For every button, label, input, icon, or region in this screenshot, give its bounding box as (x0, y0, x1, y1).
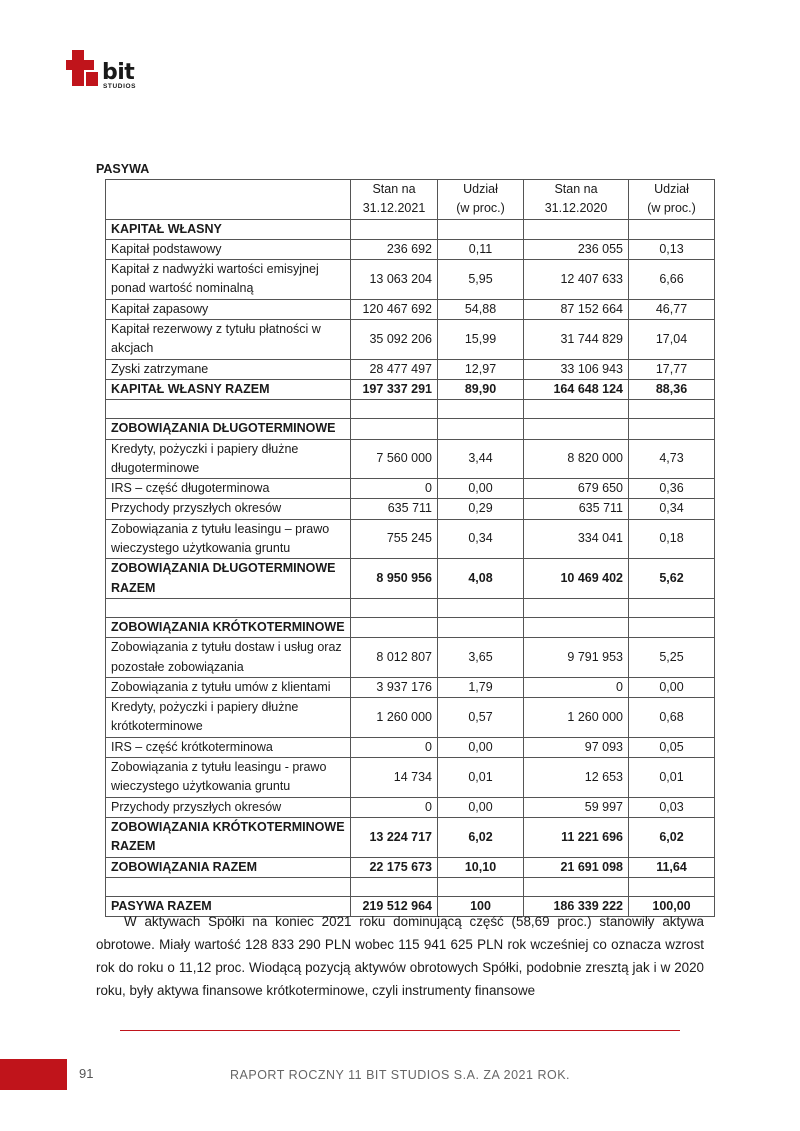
value-2021-cell: 197 337 291 (351, 379, 438, 399)
value-2020-cell: 97 093 (524, 737, 629, 757)
row-label: Kapitał z nadwyżki wartości emisyjnej ponad wartość nominalną (106, 260, 351, 300)
row-label: PASYWA RAZEM (106, 896, 351, 916)
share-2021-cell: 0,00 (438, 479, 524, 499)
share-2020-cell: 4,73 (629, 439, 715, 479)
share-2021-cell (438, 617, 524, 637)
empty-cell (524, 598, 629, 617)
row-label: Kredyty, pożyczki i papiery dłużne długoterminowe (106, 439, 351, 479)
empty-cell (106, 598, 351, 617)
value-2021-cell: 35 092 206 (351, 320, 438, 360)
row-label: Kapitał rezerwowy z tytułu płatności w akcjach (106, 320, 351, 360)
table-body (106, 219, 715, 917)
empty-cell (629, 400, 715, 419)
value-2020-cell: 8 820 000 (524, 439, 629, 479)
row-label: Przychody przyszłych okresów (106, 797, 351, 817)
value-2021-cell: 13 063 204 (351, 260, 438, 300)
column-header (524, 180, 629, 220)
value-2021-cell (351, 419, 438, 439)
value-2021-cell: 0 (351, 479, 438, 499)
share-2020-cell: 100,00 (629, 896, 715, 916)
column-header (351, 180, 438, 220)
value-2020-cell: 31 744 829 (524, 320, 629, 360)
value-2021-cell: 635 711 (351, 499, 438, 519)
share-2021-cell: 0,57 (438, 698, 524, 738)
empty-cell (351, 877, 438, 896)
row-label: ZOBOWIĄZANIA DŁUGOTERMINOWE RAZEM (106, 559, 351, 599)
share-2021-cell: 0,11 (438, 239, 524, 259)
value-2020-cell: 59 997 (524, 797, 629, 817)
share-2021-cell (438, 419, 524, 439)
logo-subtitle: STUDIOS (103, 83, 137, 90)
share-2021-cell: 100 (438, 896, 524, 916)
company-logo (66, 50, 150, 94)
row-label: Zobowiązania z tytułu leasingu - prawo wieczystego użytkowania gruntu (106, 758, 351, 798)
column-header-line1: Stan na (372, 182, 416, 196)
table-row (106, 758, 715, 798)
share-2020-cell (629, 419, 715, 439)
column-header-line1: Udział (463, 182, 498, 196)
footer-divider (120, 1030, 680, 1031)
table-row (106, 677, 715, 697)
value-2020-cell: 334 041 (524, 519, 629, 559)
empty-cell (438, 877, 524, 896)
table-row (106, 359, 715, 379)
empty-cell (629, 877, 715, 896)
value-2020-cell: 635 711 (524, 499, 629, 519)
empty-cell (438, 400, 524, 419)
logo-mark-icon (66, 50, 102, 86)
value-2021-cell (351, 617, 438, 637)
footer-accent-block (0, 1059, 67, 1090)
share-2021-cell: 12,97 (438, 359, 524, 379)
total-row (106, 559, 715, 599)
value-2021-cell: 755 245 (351, 519, 438, 559)
column-header-line2 (111, 199, 345, 218)
liabilities-table (105, 179, 715, 917)
value-2021-cell: 8 012 807 (351, 638, 438, 678)
value-2021-cell: 7 560 000 (351, 439, 438, 479)
value-2021-cell: 0 (351, 737, 438, 757)
table-row (106, 519, 715, 559)
value-2021-cell: 0 (351, 797, 438, 817)
row-label: Zobowiązania z tytułu dostaw i usług oraz pozostałe zobowiązania (106, 638, 351, 678)
section-header-row (106, 219, 715, 239)
value-2020-cell: 186 339 222 (524, 896, 629, 916)
share-2020-cell: 0,01 (629, 758, 715, 798)
share-2021-cell: 1,79 (438, 677, 524, 697)
table-header (106, 180, 715, 220)
share-2020-cell (629, 219, 715, 239)
value-2020-cell: 9 791 953 (524, 638, 629, 678)
header-row (106, 180, 715, 220)
section-title: PASYWA (96, 162, 150, 176)
share-2021-cell (438, 219, 524, 239)
share-2020-cell: 0,68 (629, 698, 715, 738)
column-header (438, 180, 524, 220)
column-header (629, 180, 715, 220)
value-2020-cell: 87 152 664 (524, 299, 629, 319)
empty-cell (106, 877, 351, 896)
value-2020-cell: 164 648 124 (524, 379, 629, 399)
share-2021-cell: 15,99 (438, 320, 524, 360)
value-2021-cell: 219 512 964 (351, 896, 438, 916)
value-2020-cell: 679 650 (524, 479, 629, 499)
share-2020-cell: 17,77 (629, 359, 715, 379)
share-2021-cell: 5,95 (438, 260, 524, 300)
table-row (106, 797, 715, 817)
column-header-line2: (w proc.) (647, 201, 696, 216)
spacer-row (106, 598, 715, 617)
share-2020-cell: 88,36 (629, 379, 715, 399)
row-label: Kapitał podstawowy (106, 239, 351, 259)
share-2020-cell: 17,04 (629, 320, 715, 360)
row-label: Kapitał zapasowy (106, 299, 351, 319)
value-2021-cell: 3 937 176 (351, 677, 438, 697)
share-2021-cell: 0,01 (438, 758, 524, 798)
share-2021-cell: 4,08 (438, 559, 524, 599)
logo-wordmark: bit (102, 60, 135, 85)
table-row (106, 260, 715, 300)
value-2020-cell: 33 106 943 (524, 359, 629, 379)
share-2020-cell: 0,36 (629, 479, 715, 499)
value-2021-cell: 13 224 717 (351, 817, 438, 857)
value-2020-cell (524, 617, 629, 637)
share-2021-cell: 0,00 (438, 797, 524, 817)
empty-cell (106, 400, 351, 419)
row-label: Zyski zatrzymane (106, 359, 351, 379)
total-row (106, 817, 715, 857)
value-2020-cell: 1 260 000 (524, 698, 629, 738)
share-2020-cell: 0,13 (629, 239, 715, 259)
share-2021-cell: 3,44 (438, 439, 524, 479)
value-2021-cell: 236 692 (351, 239, 438, 259)
column-header-line1: Stan na (554, 182, 598, 196)
table-row (106, 239, 715, 259)
value-2020-cell: 11 221 696 (524, 817, 629, 857)
value-2021-cell: 1 260 000 (351, 698, 438, 738)
value-2021-cell: 8 950 956 (351, 559, 438, 599)
value-2020-cell: 0 (524, 677, 629, 697)
share-2020-cell: 11,64 (629, 857, 715, 877)
row-label: ZOBOWIĄZANIA RAZEM (106, 857, 351, 877)
row-label: KAPITAŁ WŁASNY RAZEM (106, 379, 351, 399)
row-label: IRS – część krótkoterminowa (106, 737, 351, 757)
row-label: Zobowiązania z tytułu umów z klientami (106, 677, 351, 697)
table-row (106, 439, 715, 479)
empty-cell (524, 877, 629, 896)
table-row (106, 499, 715, 519)
share-2021-cell: 0,00 (438, 737, 524, 757)
share-2021-cell: 10,10 (438, 857, 524, 877)
share-2020-cell: 6,02 (629, 817, 715, 857)
empty-cell (351, 400, 438, 419)
table-row (106, 698, 715, 738)
total-row (106, 379, 715, 399)
share-2020-cell (629, 617, 715, 637)
value-2020-cell (524, 219, 629, 239)
share-2020-cell: 0,03 (629, 797, 715, 817)
column-header-line1 (111, 180, 345, 199)
table-row (106, 299, 715, 319)
value-2021-cell: 120 467 692 (351, 299, 438, 319)
value-2021-cell: 22 175 673 (351, 857, 438, 877)
share-2020-cell: 6,66 (629, 260, 715, 300)
share-2021-cell: 6,02 (438, 817, 524, 857)
share-2020-cell: 5,25 (629, 638, 715, 678)
share-2020-cell: 0,05 (629, 737, 715, 757)
row-label: Przychody przyszłych okresów (106, 499, 351, 519)
section-header-row (106, 419, 715, 439)
row-label: Zobowiązania z tytułu leasingu – prawo wieczystego użytkowania gruntu (106, 519, 351, 559)
value-2021-cell: 28 477 497 (351, 359, 438, 379)
share-2020-cell: 0,34 (629, 499, 715, 519)
row-label: ZOBOWIĄZANIA KRÓTKOTERMINOWE RAZEM (106, 817, 351, 857)
share-2021-cell: 54,88 (438, 299, 524, 319)
section-header-row (106, 617, 715, 637)
share-2021-cell: 89,90 (438, 379, 524, 399)
share-2020-cell: 0,00 (629, 677, 715, 697)
paragraph-text: W aktywach Spółki na koniec 2021 roku dominującą część (58,69 proc.) stanowiły aktywa obrotowe. Miały wartość 128 833 290 PLN wobec 115 941 625 PLN rok wcześniej co oznacza wzrost rok do roku o 11,12 proc. Wiodącą pozycją aktywów obrotowych Spółki, podobnie zresztą jak i w 2020 roku, były aktywa finansowe krótkoterminowe, czyli instrumenty finansowe (96, 914, 704, 998)
value-2020-cell: 12 653 (524, 758, 629, 798)
column-header (106, 180, 351, 220)
row-label: ZOBOWIĄZANIA DŁUGOTERMINOWE (106, 419, 351, 439)
share-2020-cell: 5,62 (629, 559, 715, 599)
row-label: KAPITAŁ WŁASNY (106, 219, 351, 239)
value-2020-cell: 12 407 633 (524, 260, 629, 300)
column-header-line2: 31.12.2021 (362, 201, 426, 216)
footer-title: RAPORT ROCZNY 11 BIT STUDIOS S.A. ZA 2021 ROK. (230, 1068, 570, 1082)
empty-cell (438, 598, 524, 617)
empty-cell (351, 598, 438, 617)
spacer-row (106, 877, 715, 896)
share-2020-cell: 46,77 (629, 299, 715, 319)
share-2021-cell: 3,65 (438, 638, 524, 678)
value-2020-cell (524, 419, 629, 439)
column-header-line2: (w proc.) (456, 201, 505, 216)
row-label: ZOBOWIĄZANIA KRÓTKOTERMINOWE (106, 617, 351, 637)
share-2020-cell: 0,18 (629, 519, 715, 559)
table-row (106, 737, 715, 757)
share-2021-cell: 0,29 (438, 499, 524, 519)
spacer-row (106, 400, 715, 419)
value-2020-cell: 10 469 402 (524, 559, 629, 599)
column-header-line1: Udział (654, 182, 689, 196)
empty-cell (629, 598, 715, 617)
column-header-line2: 31.12.2020 (544, 201, 608, 216)
value-2021-cell (351, 219, 438, 239)
page-number: 91 (79, 1066, 94, 1081)
value-2020-cell: 21 691 098 (524, 857, 629, 877)
share-2021-cell: 0,34 (438, 519, 524, 559)
value-2021-cell: 14 734 (351, 758, 438, 798)
row-label: Kredyty, pożyczki i papiery dłużne krótkoterminowe (106, 698, 351, 738)
body-paragraph (96, 910, 704, 1002)
empty-cell (524, 400, 629, 419)
total-row (106, 857, 715, 877)
value-2020-cell: 236 055 (524, 239, 629, 259)
row-label: IRS – część długoterminowa (106, 479, 351, 499)
table-row (106, 638, 715, 678)
table-row (106, 320, 715, 360)
table-row (106, 479, 715, 499)
